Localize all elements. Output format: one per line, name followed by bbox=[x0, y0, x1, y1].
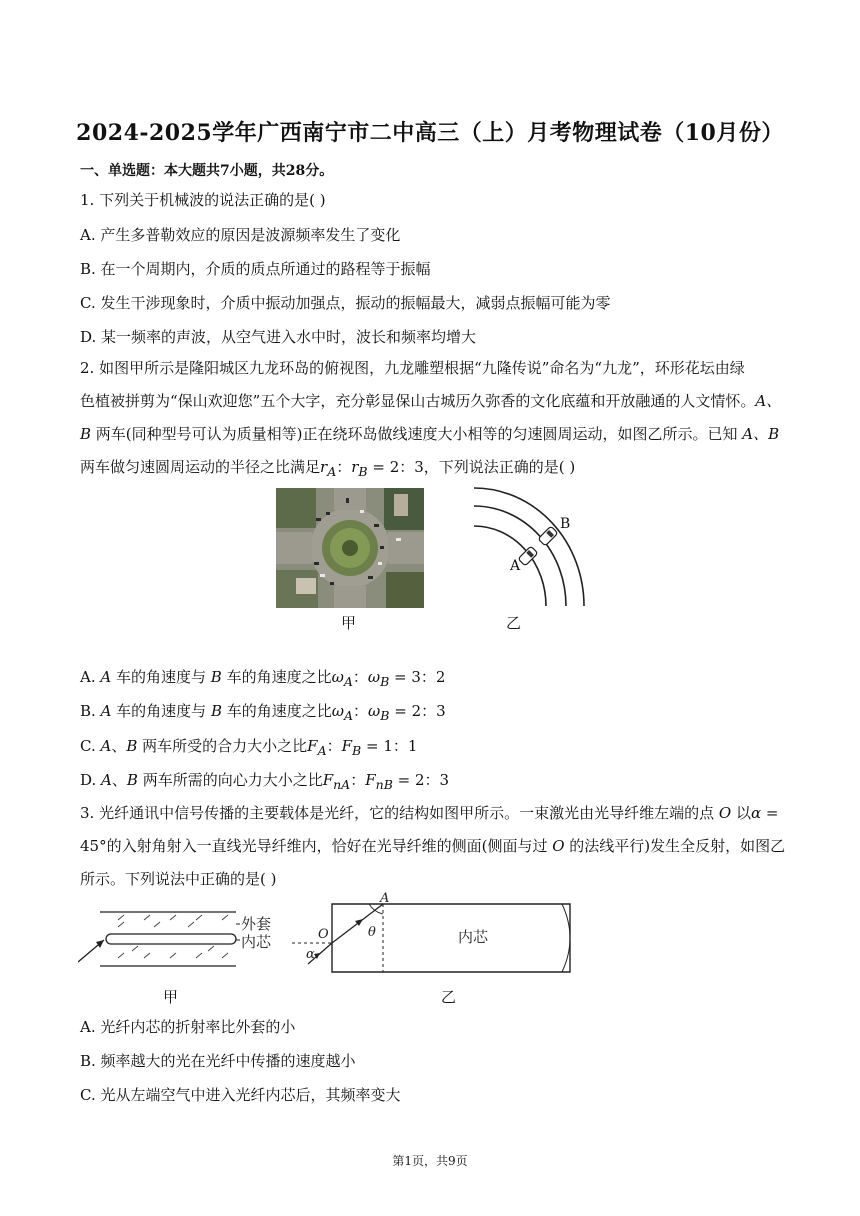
q1-option-d: D. 某一频率的声波，从空气进入水中时，波长和频率均增大 bbox=[80, 328, 477, 346]
refraction-diagram bbox=[292, 890, 578, 980]
q2-fig-caption-right: 乙 bbox=[506, 614, 522, 632]
q2-fig-caption-left: 甲 bbox=[341, 614, 357, 632]
q3-option-a: A. 光纤内芯的折射率比外套的小 bbox=[80, 1018, 296, 1036]
section-heading: 一、单选题：本大题共7小题，共28分。 bbox=[80, 163, 334, 179]
label-outer-sheath: 外套 bbox=[241, 915, 272, 933]
q3-fig-caption-left: 甲 bbox=[163, 988, 179, 1006]
q3-line-1: 3. 光纤通讯中信号传播的主要载体是光纤，它的结构如图甲所示。一束激光由光导纤维左端的点 O 以α = bbox=[80, 804, 779, 822]
roundabout-aerial-photo bbox=[276, 488, 424, 608]
label-alpha: α bbox=[306, 947, 315, 962]
page-footer: 第1页，共9页 bbox=[392, 1154, 468, 1168]
q3-option-c: C. 光从左端空气中进入光纤内芯后，其频率变大 bbox=[80, 1086, 401, 1104]
q2-option-c: C. A、B 两车所受的合力大小之比$F_A$：$F_B = 1$：1 bbox=[80, 737, 418, 758]
q3-line-2: 45°的入射角射入一直线光导纤维内，恰好在光导纤维的侧面(侧面与过 O 的法线平行)发生全反射，如图乙 bbox=[80, 837, 786, 855]
q1-option-a: A. 产生多普勒效应的原因是波源频率发生了变化 bbox=[80, 226, 401, 244]
label-point-a: A bbox=[380, 891, 390, 906]
q2-line-4: 两车做匀速圆周运动的半径之比满足$r_A$：$r_B = 2$：3，下列说法正确的是( ) bbox=[80, 458, 576, 479]
q1-option-b: B. 在一个周期内，介质的质点所通过的路程等于振幅 bbox=[80, 260, 431, 278]
q3-fig-caption-right: 乙 bbox=[441, 988, 457, 1006]
q2-line-1: 2. 如图甲所示是隆阳城区九龙环岛的俯视图，九龙雕塑根据“九隆传说”命名为“九龙”，环形花坛由绿 bbox=[80, 359, 745, 377]
q2-line-2: 色植被拼剪为“保山欢迎您”五个大字，充分彰显保山古城历久弥香的文化底蕴和开放融通的人文情怀。A、 bbox=[80, 392, 782, 410]
q3-option-b: B. 频率越大的光在光纤中传播的速度越小 bbox=[80, 1052, 356, 1070]
page-title: 2024-2025学年广西南宁市二中高三（上）月考物理试卷（10月份） bbox=[76, 120, 784, 146]
q2-stem bbox=[80, 352, 780, 488]
label-theta: θ bbox=[368, 925, 376, 940]
label-inner-core: 内芯 bbox=[241, 933, 272, 951]
q3-stem bbox=[80, 797, 786, 896]
arc-track-diagram bbox=[474, 486, 586, 606]
q3-line-3: 所示。下列说法中正确的是( ) bbox=[80, 870, 277, 888]
fiber-structure-diagram bbox=[78, 906, 278, 972]
label-a: A bbox=[510, 558, 521, 574]
q2-option-d: D. A、B 两车所需的向心力大小之比$F_{nA}$：$F_{nB} = 2$：3 bbox=[80, 771, 450, 792]
label-b: B bbox=[560, 516, 571, 532]
q1-option-c: C. 发生干涉现象时，介质中振动加强点，振动的振幅最大，减弱点振幅可能为零 bbox=[80, 294, 611, 312]
q2-option-b: B. A 车的角速度与 B 车的角速度之比$\omega_A$：$\omega_B = 2$：3 bbox=[80, 702, 446, 723]
label-point-o: O bbox=[318, 927, 329, 942]
q1-stem: 1. 下列关于机械波的说法正确的是( ) bbox=[80, 191, 326, 209]
q2-option-a: A. A 车的角速度与 B 车的角速度之比$\omega_A$：$\omega_B = 3$：2 bbox=[80, 668, 446, 689]
label-core: 内芯 bbox=[458, 928, 489, 946]
q2-line-3: B 两车(同种型号可认为质量相等)正在绕环岛做线速度大小相等的匀速圆周运动，如图乙所示。已知 A、B bbox=[80, 425, 780, 443]
